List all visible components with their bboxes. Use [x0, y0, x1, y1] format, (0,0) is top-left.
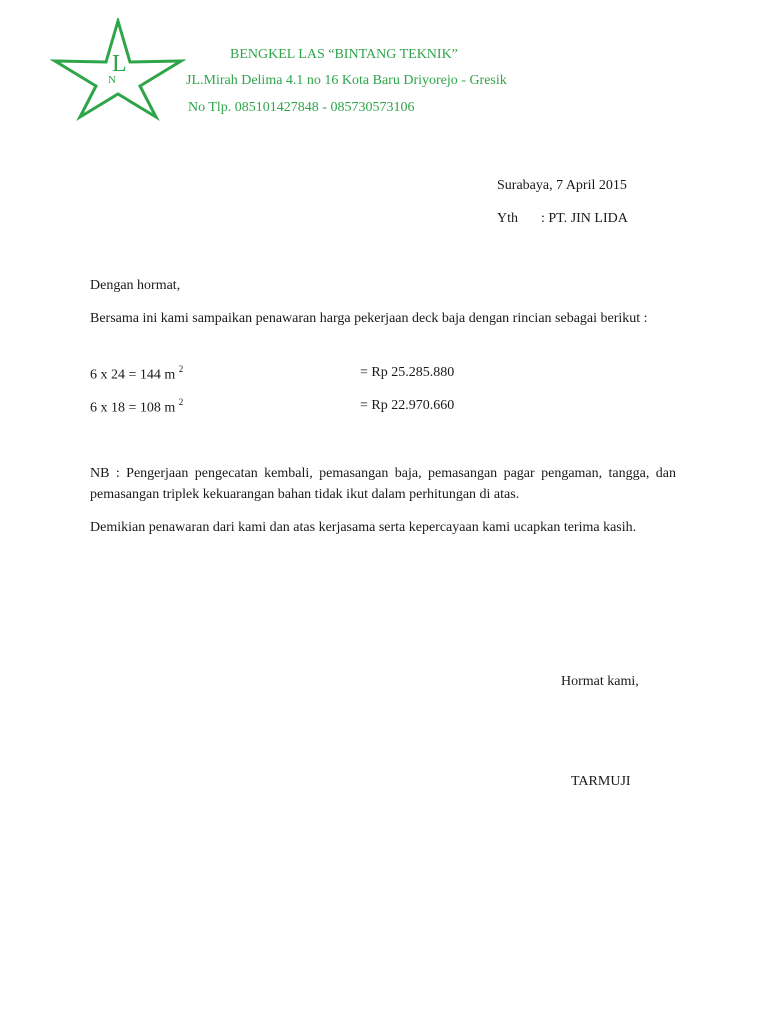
company-address: JL.Mirah Delima 4.1 no 16 Kota Baru Driyorejo - Gresik	[186, 73, 507, 88]
item-price: = Rp 22.970.660	[360, 398, 455, 413]
recipient-label: Yth	[497, 211, 518, 226]
sign-off: Hormat kami,	[561, 674, 639, 689]
company-phone: No Tlp. 085101427848 - 085730573106	[188, 100, 415, 115]
item-description: 6 x 24 = 144 m $^2$	[90, 364, 184, 383]
greeting: Dengan hormat,	[90, 278, 181, 293]
item-exponent: 2	[178, 364, 184, 374]
place-date: Surabaya, 7 April 2015	[497, 178, 627, 193]
logo-letter-n: N	[108, 74, 116, 86]
closing-paragraph: Demikian penawaran dari kami dan atas kerjasama serta kepercayaan kami ucapkan terima kasih.	[90, 520, 637, 535]
item-price: = Rp 25.285.880	[360, 365, 455, 380]
item-description: 6 x 18 = 108 m $^2$	[90, 397, 184, 416]
intro-paragraph: Bersama ini kami sampaikan penawaran harga pekerjaan deck baja dengan rincian sebagai berikut :	[90, 311, 648, 326]
logo-letter-l: L	[112, 51, 127, 77]
recipient-name: : PT. JIN LIDA	[541, 211, 628, 226]
signatory-name: TARMUJI	[571, 774, 631, 789]
note-paragraph: NB : Pengerjaan pengecatan kembali, pemasangan baja, pemasangan pagar pengaman, tangga, dan pemasangan triplek kekuarangan bahan tidak ikut dalam perhitungan di atas.	[90, 466, 676, 502]
star-logo	[50, 18, 186, 122]
item-exponent: 2	[178, 397, 184, 407]
company-name: BENGKEL LAS “BINTANG TEKNIK”	[230, 47, 458, 62]
